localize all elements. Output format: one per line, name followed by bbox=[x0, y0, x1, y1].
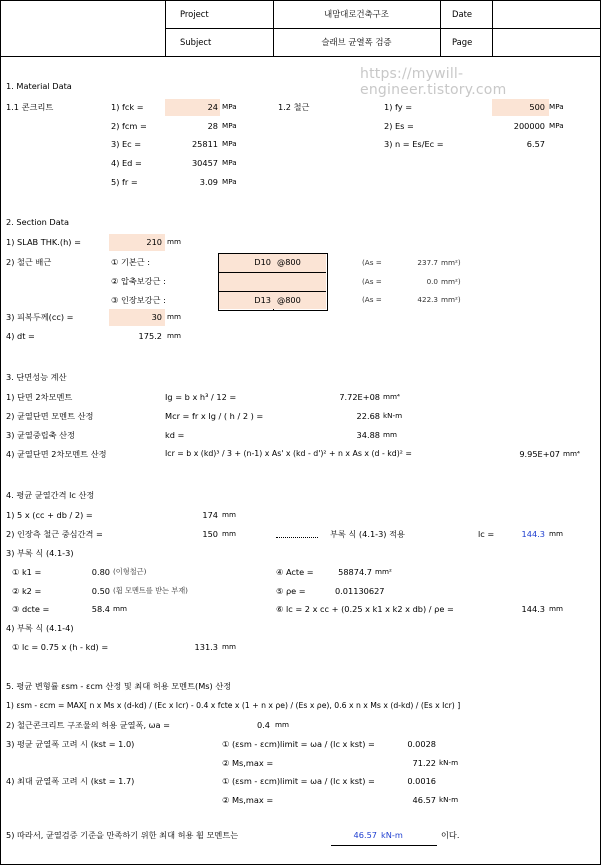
watermark: https://mywill-engineer.tistory.com bbox=[360, 66, 507, 98]
slab-thk-value[interactable]: 210 bbox=[146, 237, 162, 247]
slab-thk-label: 1) SLAB THK.(h) = bbox=[6, 237, 81, 247]
k1-value: 0.80 bbox=[91, 567, 110, 577]
avg-ms-max-unit: kN-m bbox=[439, 758, 459, 767]
ig-unit: mm⁴ bbox=[383, 392, 400, 401]
rebar-tens-as-label: (As = bbox=[362, 295, 382, 304]
max-ms-max-value: 46.57 bbox=[412, 795, 436, 805]
lc-result-label: lc = bbox=[478, 529, 495, 539]
wa-unit: mm bbox=[275, 720, 290, 729]
acte-value: 58874.7 bbox=[338, 567, 372, 577]
lc2-label: ① lc = 0.75 x (h - kd) = bbox=[12, 642, 109, 652]
eq-413-label: 3) 부록 식 (4.1-3) bbox=[6, 548, 74, 558]
ed-label: 4) Ed = bbox=[111, 158, 142, 168]
avg-ms-max-value: 71.22 bbox=[412, 758, 436, 768]
final-value: 46.57 bbox=[353, 830, 377, 840]
section-2-title: 2. Section Data bbox=[6, 217, 69, 227]
n-ratio-value: 6.57 bbox=[526, 139, 545, 149]
subject-value: 슬래브 균열폭 검증 bbox=[321, 37, 392, 47]
section-4-title: 4. 평균 균열간격 lc 산정 bbox=[6, 490, 95, 500]
section-1-title: 1. Material Data bbox=[6, 81, 72, 91]
max-strain-limit-value: 0.0016 bbox=[407, 776, 436, 786]
avg-ms-max-label: ② Ms,max = bbox=[222, 758, 274, 768]
spacing-r2-label: 2) 인장측 철근 중심간격 = bbox=[6, 529, 103, 539]
avg-strain-limit-value: 0.0028 bbox=[407, 739, 436, 749]
project-label: Project bbox=[180, 9, 209, 19]
subject-label: Subject bbox=[180, 37, 212, 47]
max-crack-label: 4) 최대 균열폭 고려 시 (kst = 1.7) bbox=[6, 776, 135, 786]
ig-row-label: 1) 단면 2차모멘트 bbox=[6, 392, 73, 402]
concrete-subtitle: 1.1 콘크리트 bbox=[6, 102, 54, 112]
rebar-basic-dia[interactable]: D10 bbox=[254, 257, 271, 267]
ec-unit: MPa bbox=[222, 139, 237, 148]
header-bottom-rule bbox=[0, 56, 600, 57]
lc-formula-value: 144.3 bbox=[521, 604, 545, 614]
ed-unit: MPa bbox=[222, 158, 237, 167]
fr-value: 3.09 bbox=[199, 177, 218, 187]
rebar-comp-input[interactable] bbox=[219, 273, 326, 291]
final-underline bbox=[331, 845, 437, 846]
header-col-3 bbox=[440, 0, 441, 56]
fy-label: 1) fy = bbox=[384, 102, 413, 112]
avg-crack-label: 3) 평균 균열폭 고려 시 (kst = 1.0) bbox=[6, 739, 135, 749]
kd-value: 34.88 bbox=[356, 430, 380, 440]
spacing-r1-label: 1) 5 x (cc + db / 2) = bbox=[6, 510, 93, 520]
es-label: 2) Es = bbox=[384, 121, 414, 131]
header-col-4 bbox=[492, 0, 493, 56]
fcm-label: 2) fcm = bbox=[111, 121, 147, 131]
slab-thk-unit: mm bbox=[167, 237, 182, 246]
k1-note: (이형철근) bbox=[113, 567, 147, 576]
max-strain-limit-label: ① (εsm - εcm)limit = ωa / (lc x kst) = bbox=[222, 776, 375, 786]
dt-value: 175.2 bbox=[138, 331, 162, 341]
k2-note: (휨 모멘트를 받는 부재) bbox=[113, 586, 188, 595]
ig-formula: Ig = b x h³ / 12 = bbox=[165, 392, 237, 402]
dt-label: 4) dt = bbox=[6, 331, 35, 341]
spacing-r1-value: 174 bbox=[202, 510, 218, 520]
es-value: 200000 bbox=[513, 121, 545, 131]
rebar-comp-label: ② 압축보강근 : bbox=[111, 276, 166, 286]
mcr-value: 22.68 bbox=[356, 411, 380, 421]
mcr-unit: kN-m bbox=[383, 411, 403, 420]
rebar-comp-as-unit: mm²) bbox=[441, 277, 461, 286]
rho-value: 0.01130627 bbox=[335, 586, 385, 596]
page-label: Page bbox=[452, 37, 473, 47]
icr-value: 9.95E+07 bbox=[519, 449, 560, 459]
lc-result-value: 144.3 bbox=[521, 529, 545, 539]
fr-unit: MPa bbox=[222, 177, 237, 186]
icr-unit: mm⁴ bbox=[563, 449, 580, 458]
k2-value: 0.50 bbox=[91, 586, 110, 596]
header-divider bbox=[165, 28, 600, 29]
cover-label: 3) 피복두께(cc) = bbox=[6, 312, 74, 322]
rebar-basic-as-unit: mm²) bbox=[441, 258, 461, 267]
fck-unit: MPa bbox=[222, 102, 237, 111]
strain-formula: 1) εsm - εcm = MAX[ n x Ms x (d-kd) / (Ec x Icr) - 0.4 x fcte x (1 + n x ρe) / (Es x ρe), 0.6 x n x Ms x (d-kd) / (Es x Icr) ] bbox=[6, 701, 461, 710]
mcr-row-label: 2) 균열단면 모멘트 산정 bbox=[6, 411, 94, 421]
fy-unit: MPa bbox=[549, 102, 564, 111]
spacing-r2-unit: mm bbox=[222, 529, 237, 538]
fck-value[interactable]: 24 bbox=[207, 102, 218, 112]
rho-label: ⑤ ρe = bbox=[276, 586, 306, 596]
acte-label: ④ Acte = bbox=[276, 567, 314, 577]
leader-dots bbox=[276, 537, 318, 538]
fck-label: 1) fck = bbox=[111, 102, 144, 112]
icr-formula: Icr = b x (kd)³ / 3 + (n-1) x As' x (kd - d')² + n x As x (d - kd)² = bbox=[165, 449, 412, 458]
section-5-title: 5. 평균 변형률 εsm - εcm 산정 및 최대 허용 모멘트(Ms) 산정 bbox=[6, 681, 232, 691]
dcte-value: 58.4 bbox=[91, 604, 110, 614]
acte-unit: mm² bbox=[375, 567, 392, 576]
rebar-label: 2) 철근 배근 bbox=[6, 257, 52, 267]
rebar-basic-as-label: (As = bbox=[362, 258, 382, 267]
rebar-basic-spacing[interactable]: @800 bbox=[277, 257, 301, 267]
ec-value: 25811 bbox=[191, 139, 218, 149]
project-value: 내맘대로건축구조 bbox=[324, 9, 389, 19]
dcte-unit: mm bbox=[113, 604, 128, 613]
avg-strain-limit-label: ① (εsm - εcm)limit = ωa / (lc x kst) = bbox=[222, 739, 375, 749]
cover-unit: mm bbox=[167, 312, 182, 321]
rebar-basic-label: ① 기본근 : bbox=[111, 257, 151, 267]
spacing-r1-unit: mm bbox=[222, 510, 237, 519]
icr-row-label: 4) 균열단면 2차모멘트 산정 bbox=[6, 449, 107, 459]
rebar-basic-as-value: 237.7 bbox=[417, 258, 438, 267]
max-ms-max-label: ② Ms,max = bbox=[222, 795, 274, 805]
rebar-comp-as-label: (As = bbox=[362, 277, 382, 286]
appendix-note: 부록 식 (4.1-3) 적용 bbox=[330, 529, 405, 539]
dcte-label: ③ dcte = bbox=[12, 604, 50, 614]
eq-414-label: 4) 부록 식 (4.1-4) bbox=[6, 623, 74, 633]
mcr-formula: Mcr = fr x Ig / ( h / 2 ) = bbox=[165, 411, 264, 421]
kd-unit: mm bbox=[383, 430, 398, 439]
final-statement: 5) 따라서, 균열검증 기준을 만족하기 위한 최대 허용 휨 모멘트는 bbox=[6, 830, 239, 840]
wa-label: 2) 철근콘크리트 구조물의 허용 균열폭, ωa = bbox=[6, 720, 170, 730]
rebar-tens-as-unit: mm²) bbox=[441, 295, 461, 304]
fy-value[interactable]: 500 bbox=[529, 102, 545, 112]
lc-formula: ⑥ lc = 2 x cc + (0.25 x k1 x k2 x db) / ρe = bbox=[276, 604, 454, 614]
final-unit: kN-m bbox=[381, 830, 403, 840]
cover-value[interactable]: 30 bbox=[151, 312, 162, 322]
ig-value: 7.72E+08 bbox=[339, 392, 380, 402]
es-unit: MPa bbox=[549, 121, 564, 130]
kd-row-label: 3) 균열중립축 산정 bbox=[6, 430, 75, 440]
fcm-unit: MPa bbox=[222, 121, 237, 130]
k2-label: ② k2 = bbox=[12, 586, 42, 596]
steel-subtitle: 1.2 철근 bbox=[278, 102, 310, 112]
header-col-1 bbox=[165, 0, 166, 56]
rebar-tens-spacing[interactable]: @800 bbox=[277, 295, 301, 305]
final-tail: 이다. bbox=[441, 830, 460, 840]
k1-label: ① k1 = bbox=[12, 567, 42, 577]
dt-unit: mm bbox=[167, 331, 182, 340]
lc2-value: 131.3 bbox=[194, 642, 218, 652]
rebar-tens-as-value: 422.3 bbox=[417, 295, 438, 304]
rebar-tens-dia[interactable]: D13 bbox=[254, 295, 271, 305]
date-label: Date bbox=[452, 9, 473, 19]
max-ms-max-unit: kN-m bbox=[439, 795, 459, 804]
lc-result-unit: mm bbox=[549, 529, 564, 538]
spacing-r2-value: 150 bbox=[202, 529, 218, 539]
ed-value: 30457 bbox=[191, 158, 218, 168]
kd-formula: kd = bbox=[165, 430, 185, 440]
fcm-value: 28 bbox=[207, 121, 218, 131]
lc2-unit: mm bbox=[222, 642, 237, 651]
rebar-comp-as-value: 0.0 bbox=[426, 277, 438, 286]
rebar-tens-label: ③ 인장보강근 : bbox=[111, 295, 166, 305]
section-3-title: 3. 단면성능 계산 bbox=[6, 372, 67, 382]
ec-label: 3) Ec = bbox=[111, 139, 142, 149]
fr-label: 5) fr = bbox=[111, 177, 138, 187]
n-ratio-label: 3) n = Es/Ec = bbox=[384, 139, 444, 149]
lc-formula-unit: mm bbox=[549, 604, 564, 613]
wa-value: 0.4 bbox=[256, 720, 270, 730]
